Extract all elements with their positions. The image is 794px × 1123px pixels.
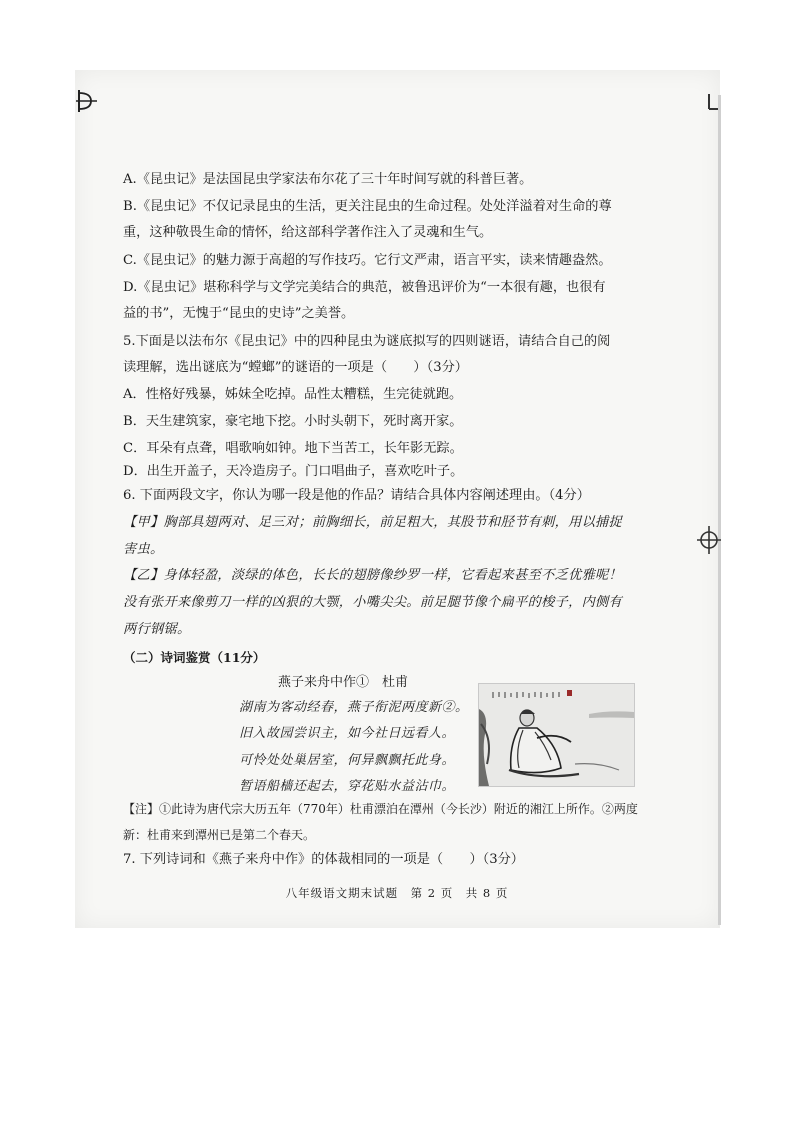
passage-yi-line2: 没有张开来像剪刀一样的凶狠的大颚，小嘴尖尖。前足腿节像个扁平的梭子，内侧有 [123, 595, 623, 610]
question-5-option-b: B．天生建筑家，豪宅地下挖。小时头朝下，死时离开家。 [123, 414, 463, 429]
poem-title: 燕子来舟中作① 杜甫 [278, 675, 409, 690]
question-5-option-d: D．出生开盖子，天冷造房子。门口唱曲子，喜欢吃叶子。 [123, 464, 464, 479]
poem-line: 可怜处处巢居室，何异飘飘托此身。 [239, 753, 456, 768]
passage-jia-line2: 害虫。 [123, 542, 164, 557]
option-d-line1: D.《昆虫记》堪称科学与文学完美结合的典范，被鲁迅评价为“一本很有趣，也很有 [123, 280, 606, 295]
poem-line: 旧入故园尝识主，如今社日远看人。 [239, 726, 456, 741]
option-c: C.《昆虫记》的魅力源于高超的写作技巧。它行文严肃，语言平实，读来情趣盎然。 [123, 253, 612, 268]
question-7-stem: 7. 下列诗词和《燕子来舟中作》的体裁相同的一项是（ ）（3分） [123, 852, 524, 867]
scan-edge [718, 95, 721, 925]
poem-line: 湖南为客动经春，燕子衔泥两度新②。 [239, 700, 469, 715]
passage-jia-line1: 【甲】胸部具翅两对、足三对；前胸细长，前足粗大，其股节和胫节有刺，用以捕捉 [123, 515, 623, 530]
question-5-option-c: C．耳朵有点聋，唱歌响如钟。地下当苦工，长年影无踪。 [123, 441, 463, 456]
option-b-line1: B.《昆虫记》不仅记录昆虫的生活，更关注昆虫的生命过程。处处洋溢着对生命的尊 [123, 199, 612, 214]
option-b-line2: 重，这种敬畏生命的情怀，给这部科学著作注入了灵魂和生气。 [123, 225, 493, 240]
du-fu-painting [478, 683, 635, 787]
passage-yi-line3: 两行钢锯。 [123, 622, 191, 637]
question-5-stem-line1: 5.下面是以法布尔《昆虫记》中的四种昆虫为谜底拟写的四则谜语，请结合自己的阅 [123, 334, 611, 349]
note-line1: 【注】①此诗为唐代宗大历五年（770年）杜甫漂泊在潭州（今长沙）附近的湘江上所作。②两度 [123, 802, 638, 816]
option-a: A.《昆虫记》是法国昆虫学家法布尔花了三十年时间写就的科普巨著。 [123, 172, 533, 187]
question-6-stem: 6. 下面两段文字，你认为哪一段是他的作品？请结合具体内容阐述理由。（4分） [123, 488, 590, 503]
page-footer: 八年级语文期末试题 第 2 页 共 8 页 [285, 886, 509, 900]
poem-line: 暂语船樯还起去，穿花贴水益沾巾。 [239, 779, 456, 794]
crosshair-icon [696, 525, 722, 555]
passage-yi-line1: 【乙】身体轻盈，淡绿的体色，长长的翅膀像纱罗一样，它看起来甚至不乏优雅呢！ [123, 568, 623, 583]
registration-mark-icon [705, 93, 719, 113]
question-5-stem-line2: 读理解，选出谜底为“螳螂”的谜语的一项是（ ）（3分） [123, 360, 468, 375]
question-5-option-a: A．性格好残暴，姊妹全吃掉。品性太糟糕，生完徒就跑。 [123, 387, 463, 402]
option-d-line2: 益的书”，无愧于“昆虫的史诗”之美誉。 [123, 306, 355, 321]
registration-mark-icon [76, 88, 98, 114]
section-heading: （二）诗词鉴赏（11分） [123, 650, 266, 665]
note-line2: 新：杜甫来到潭州已是第二个春天。 [123, 828, 316, 842]
